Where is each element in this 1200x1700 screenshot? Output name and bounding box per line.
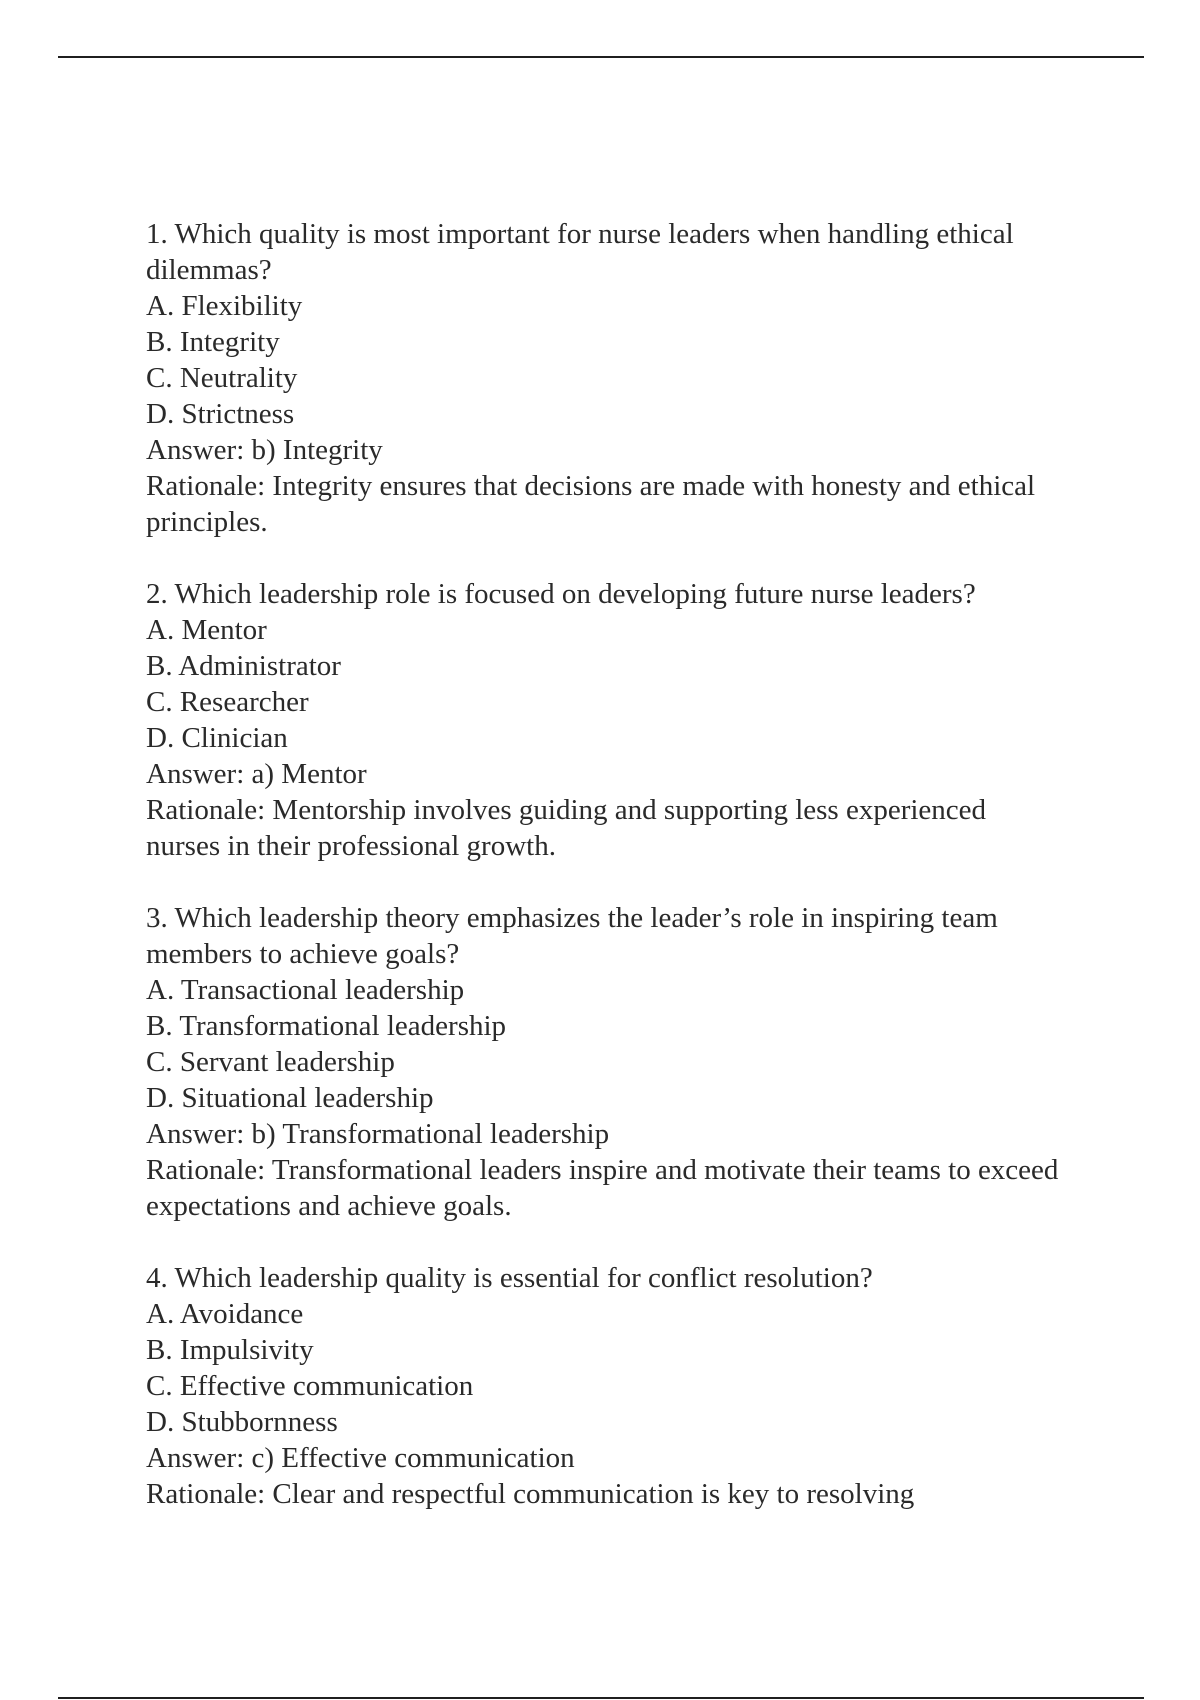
option-d: D. Situational leadership bbox=[146, 1082, 434, 1114]
option-b: B. Integrity bbox=[146, 326, 280, 358]
question-4 bbox=[146, 1260, 1066, 1512]
option-c: C. Servant leadership bbox=[146, 1046, 395, 1078]
question-stem: 3. Which leadership theory emphasizes the leader’s role in inspiring team members to achieve goals? bbox=[146, 902, 998, 970]
bottom-rule bbox=[58, 1697, 1144, 1699]
question-stem: 4. Which leadership quality is essential for conflict resolution? bbox=[146, 1262, 873, 1294]
option-d: D. Stubbornness bbox=[146, 1406, 338, 1438]
question-stem: 1. Which quality is most important for nurse leaders when handling ethical dilemmas? bbox=[146, 218, 1014, 286]
rationale: Rationale: Clear and respectful communication is key to resolving bbox=[146, 1478, 915, 1510]
option-b: B. Impulsivity bbox=[146, 1334, 314, 1366]
rationale: Rationale: Mentorship involves guiding and supporting less experienced nurses in their professional growth. bbox=[146, 794, 987, 862]
option-a: A. Mentor bbox=[146, 614, 267, 646]
answer: Answer: c) Effective communication bbox=[146, 1442, 575, 1474]
question-3 bbox=[146, 900, 1066, 1224]
option-c: C. Researcher bbox=[146, 686, 309, 718]
question-1 bbox=[146, 216, 1066, 540]
option-b: B. Administrator bbox=[146, 650, 341, 682]
option-c: C. Effective communication bbox=[146, 1370, 474, 1402]
question-stem: 2. Which leadership role is focused on developing future nurse leaders? bbox=[146, 578, 976, 610]
rationale: Rationale: Integrity ensures that decisions are made with honesty and ethical principles. bbox=[146, 470, 1036, 538]
option-a: A. Flexibility bbox=[146, 290, 303, 322]
option-a: A. Avoidance bbox=[146, 1298, 304, 1330]
option-a: A. Transactional leadership bbox=[146, 974, 465, 1006]
option-b: B. Transformational leadership bbox=[146, 1010, 507, 1042]
document-body bbox=[146, 216, 1066, 1548]
question-2 bbox=[146, 576, 1066, 864]
answer: Answer: a) Mentor bbox=[146, 758, 367, 790]
option-c: C. Neutrality bbox=[146, 362, 298, 394]
option-d: D. Clinician bbox=[146, 722, 288, 754]
answer: Answer: b) Transformational leadership bbox=[146, 1118, 610, 1150]
rationale: Rationale: Transformational leaders inspire and motivate their teams to exceed expectations and achieve goals. bbox=[146, 1154, 1059, 1222]
top-rule bbox=[58, 56, 1144, 58]
option-d: D. Strictness bbox=[146, 398, 295, 430]
answer: Answer: b) Integrity bbox=[146, 434, 383, 466]
